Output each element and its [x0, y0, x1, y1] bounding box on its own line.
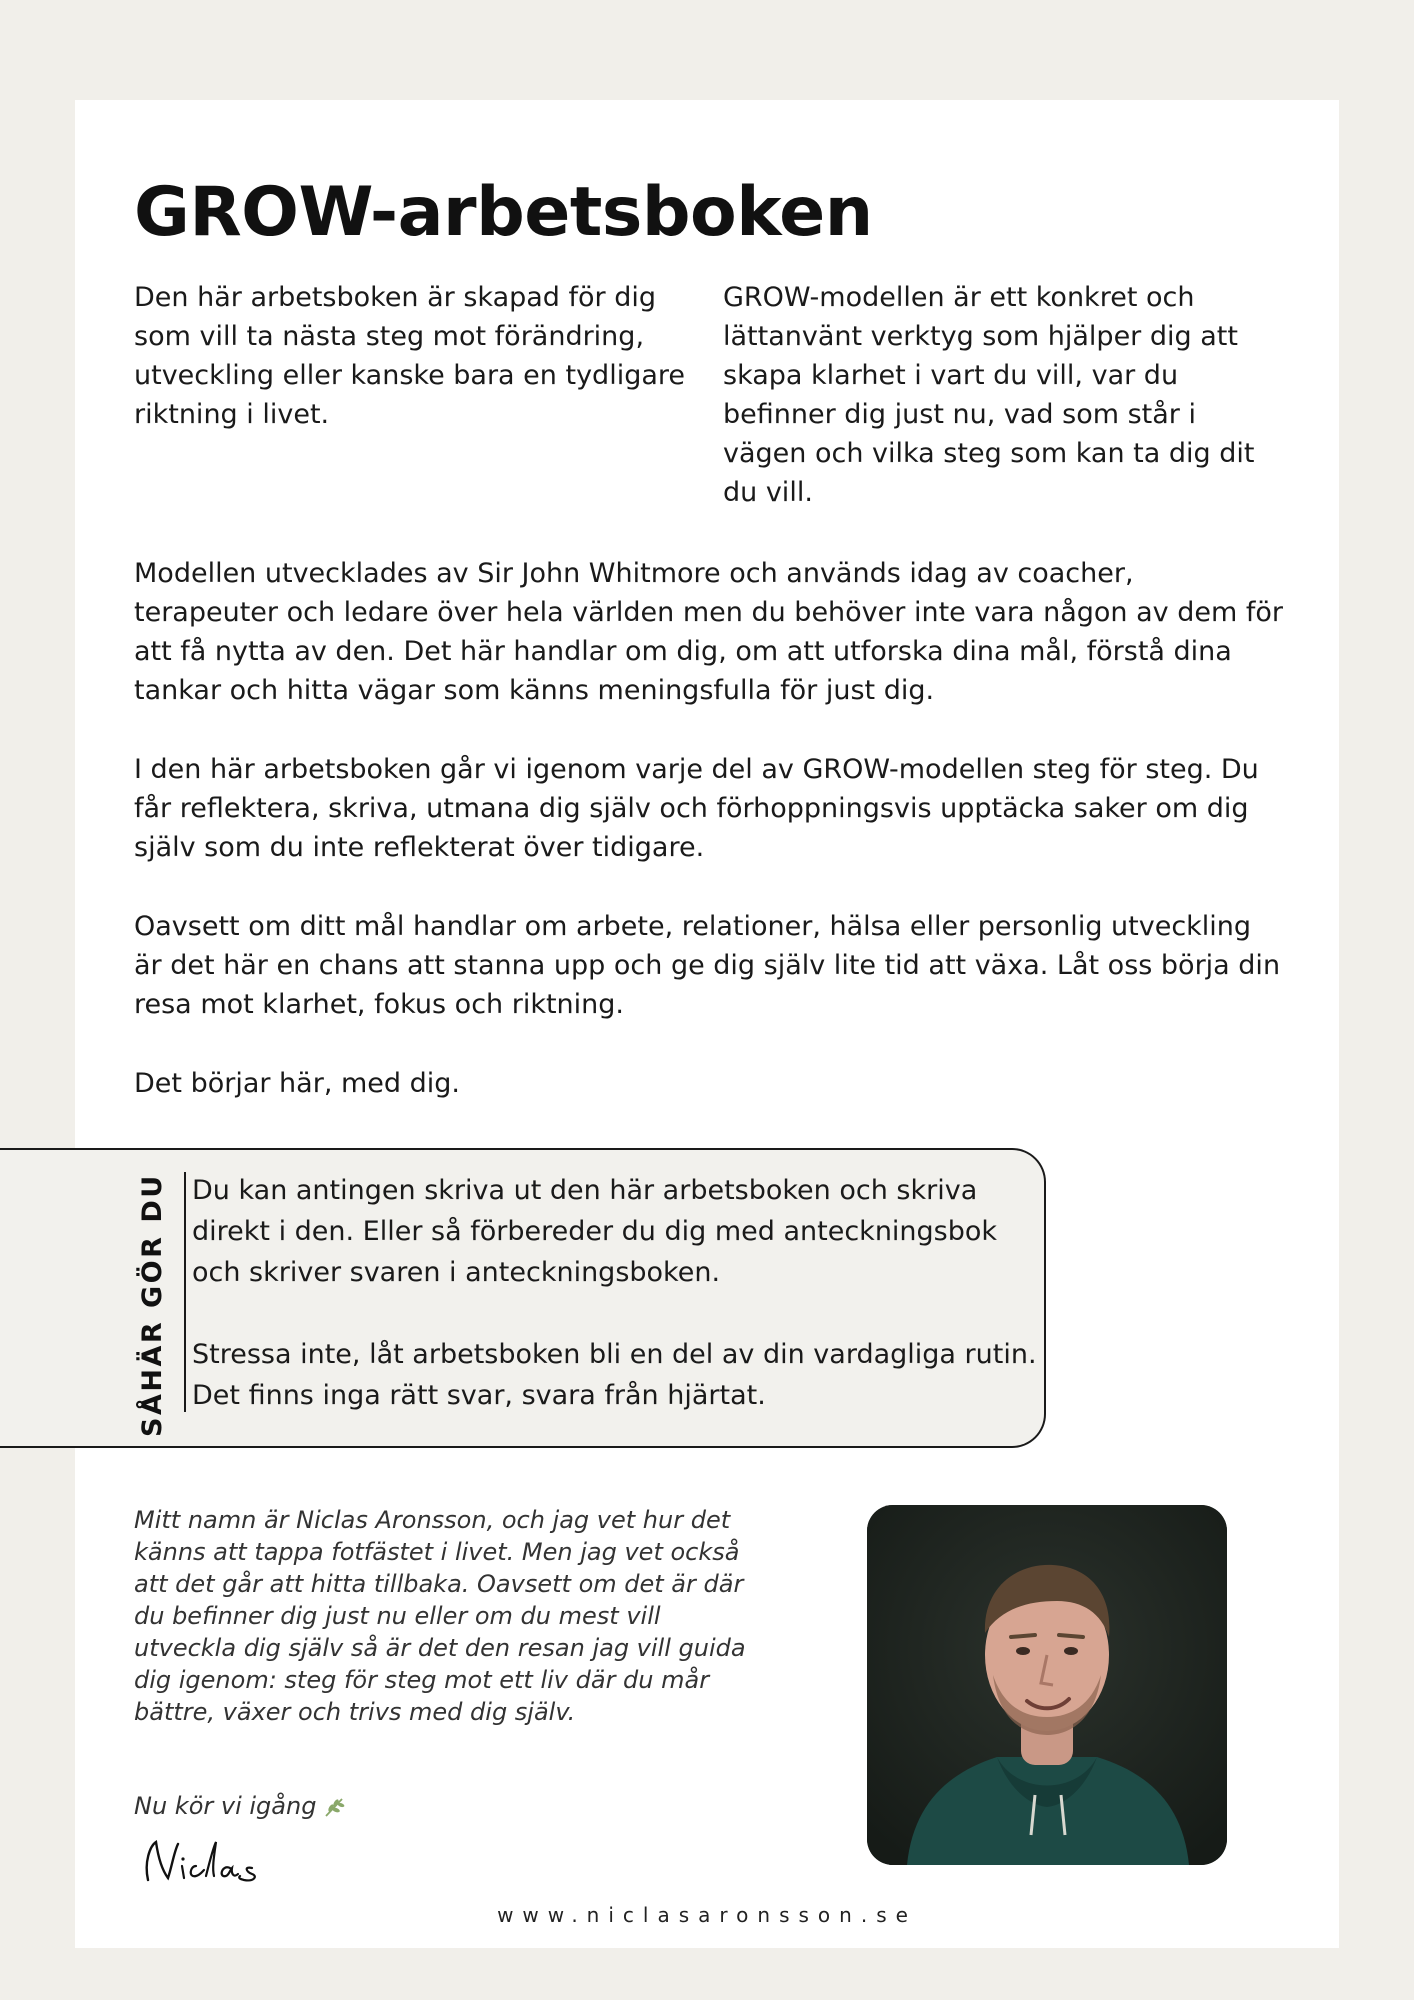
website-url: www.niclasaronsson.se: [497, 1903, 917, 1927]
paragraph: Det börjar här, med dig.: [134, 1068, 460, 1099]
howto-divider: [184, 1172, 186, 1412]
author-photo: [867, 1505, 1227, 1865]
signature: [134, 1832, 274, 1894]
paragraph: Oavsett om ditt mål handlar om arbete, relationer, hälsa eller personlig utveckling är det här en chans att stanna upp och ge dig själv lite tid att växa. Låt oss börja din resa mot klarhet, fokus och riktning.: [134, 911, 1281, 1020]
howto-paragraph: Stressa inte, låt arbetsboken bli en del av din vardagliga rutin. Det finns inga rätt svar, svara från hjärtat.: [192, 1339, 1037, 1411]
howto-paragraph: Du kan antingen skriva ut den här arbetsboken och skriva direkt i den. Eller så förbereder du dig med anteckningsbok och skriver svaren i anteckningsboken.: [192, 1175, 998, 1288]
intro-left-text: Den här arbetsboken är skapad för dig som vill ta nästa steg mot förändring, utveckling eller kanske bara en tydligare riktning i livet.: [134, 282, 685, 430]
person-portrait-icon: [867, 1505, 1227, 1865]
body-paragraphs: [134, 554, 1284, 1143]
author-bio: Mitt namn är Niclas Aronsson, och jag vet hur det känns att tappa fotfästet i livet. Men jag vet också att det går att hitta tillbaka. Oavsett om det är där du befinner dig just nu eller om du mest vill utveckla dig själv så är det den resan jag vill guida dig igenom: steg för steg mot ett liv där du mår bättre, växer och trivs med dig själv.: [134, 1506, 746, 1726]
paragraph: Modellen utvecklades av Sir John Whitmore och används idag av coacher, terapeuter och ledare över hela världen men du behöver inte vara någon av dem för att få nytta av den. Det här handlar om dig, om att utforska dina mål, förstå dina tankar och hitta vägar som känns meningsfulla för just dig.: [134, 558, 1283, 706]
howto-label: SÅHÄR GÖR DU: [137, 1173, 168, 1437]
motto-text: Nu kör vi igång: [134, 1792, 317, 1820]
page-title: GROW-arbetsboken: [134, 173, 873, 252]
leaf-icon: [322, 1794, 348, 1820]
motto-line: [134, 1790, 348, 1822]
paragraph: I den här arbetsboken går vi igenom varje del av GROW-modellen steg för steg. Du får reflektera, skriva, utmana dig själv och förhoppningsvis upptäcka saker om dig själv som du inte reflekterat över tidigare.: [134, 754, 1259, 863]
intro-right-text: GROW-modellen är ett konkret och lättanvänt verktyg som hjälper dig att skapa klarhet i vart du vill, var du befinner dig just nu, vad som står i vägen och vilka steg som kan ta dig dit du vill.: [723, 282, 1255, 508]
howto-text: [192, 1170, 1042, 1457]
